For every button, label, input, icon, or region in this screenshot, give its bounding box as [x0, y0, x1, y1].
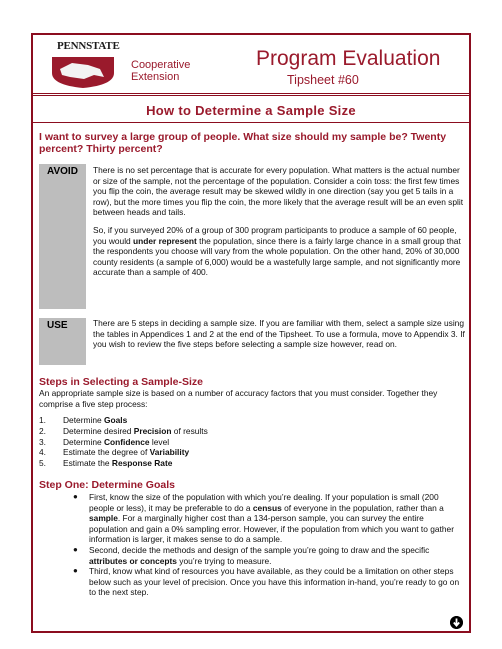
list-item: 5. Estimate the Response Rate [39, 458, 173, 469]
header-divider [33, 93, 469, 94]
steps-heading: Steps in Selecting a Sample-Size [39, 376, 203, 388]
list-item: 3. Determine Confidence level [39, 436, 170, 447]
emphasis: under represent [133, 235, 197, 246]
page-title: How to Determine a Sample Size [146, 103, 356, 118]
question-heading: I want to survey a large group of people. What size should my sample be? Twenty percent? Thirty percent? [39, 131, 447, 155]
header [33, 35, 469, 91]
avoid-paragraph: There is no set percentage that is accurate for every population. What matters is the actual number or size of the sample, not the percentage of the population. Consider a coin toss: the first few times you flip the coin, the average result may be skewed wildly in one direction (say you get 5 tails in a row), but the more times you flip the coin, the more likely that the average result will be an even split between heads and tails. [93, 165, 464, 218]
nittany-lion-shield-icon [44, 55, 122, 89]
list-item: 4. Estimate the degree of Variability [39, 447, 190, 458]
bullet-icon: ● [73, 544, 78, 554]
bullet-icon: ● [73, 566, 78, 576]
avoid-label: AVOID [39, 164, 86, 309]
tipsheet-frame [31, 33, 471, 633]
header-divider [33, 95, 469, 96]
program-title: Program Evaluation [256, 47, 441, 70]
step-one-heading: Step One: Determine Goals [39, 479, 175, 491]
list-item: 1. Determine Goals [39, 415, 128, 425]
bullet-icon: ● [73, 492, 78, 501]
title-divider [33, 122, 469, 123]
list-item: 2. Determine desired Precision of results [39, 425, 208, 436]
down-arrow-circle-icon[interactable] [450, 616, 463, 629]
steps-list [33, 415, 208, 469]
list-item: ● Third, know what kind of resources you have available, as they could be a limitation on other steps below such as your level of precision. Once you have this information in-hand, you’re ready to go on to the next step. [73, 566, 460, 598]
use-paragraph: There are 5 steps in deciding a sample size. If you are familiar with them, select a sample size using the tables in Appendices 1 and 2 at the end of the Tipsheet. To use a formula, move to Appendix 3. If you wish to review the five steps before selecting a sample size however, read on. [93, 318, 465, 350]
list-item: ● First, know the size of the population with which you’re dealing. If your population is small (200 people or less), it may be preferable to do a census of everyone in the population, rather than a sample. For a marginally higher cost than a 134-person sample, you can survey the entire population and gain a 0% sampling error. However, if the population from which you want to gather information is larger, it makes sense to do a sample. [73, 492, 454, 545]
use-label: USE [39, 318, 86, 365]
penn-state-extension-logo [44, 39, 191, 89]
step-one-bullets [33, 492, 469, 598]
cooperative-extension-label: Cooperative Extension [131, 59, 191, 83]
list-item: ● Second, decide the methods and design of the sample you’re going to draw and the specific attributes or concepts you’re trying to measure. [73, 544, 430, 566]
tipsheet-number: Tipsheet #60 [287, 73, 359, 87]
steps-intro: An appropriate sample size is based on a number of accuracy factors that you must consider. Together they comprise a five step process: [39, 388, 438, 409]
penn-state-wordmark: PENNSTATE [57, 40, 120, 52]
avoid-paragraph-2: So, if you surveyed 20% of a group of 300 program participants to produce a sample of 60 people, you would under represent the population, since there is a fairly large chance in a small group that the respondents you choose will vary from the whole population. On the other hand, 20% of 30,000 county residents (a sample of 6,000) would be a wastefully large sample, and not significantly more accurate than a sample of 400. [93, 225, 461, 278]
